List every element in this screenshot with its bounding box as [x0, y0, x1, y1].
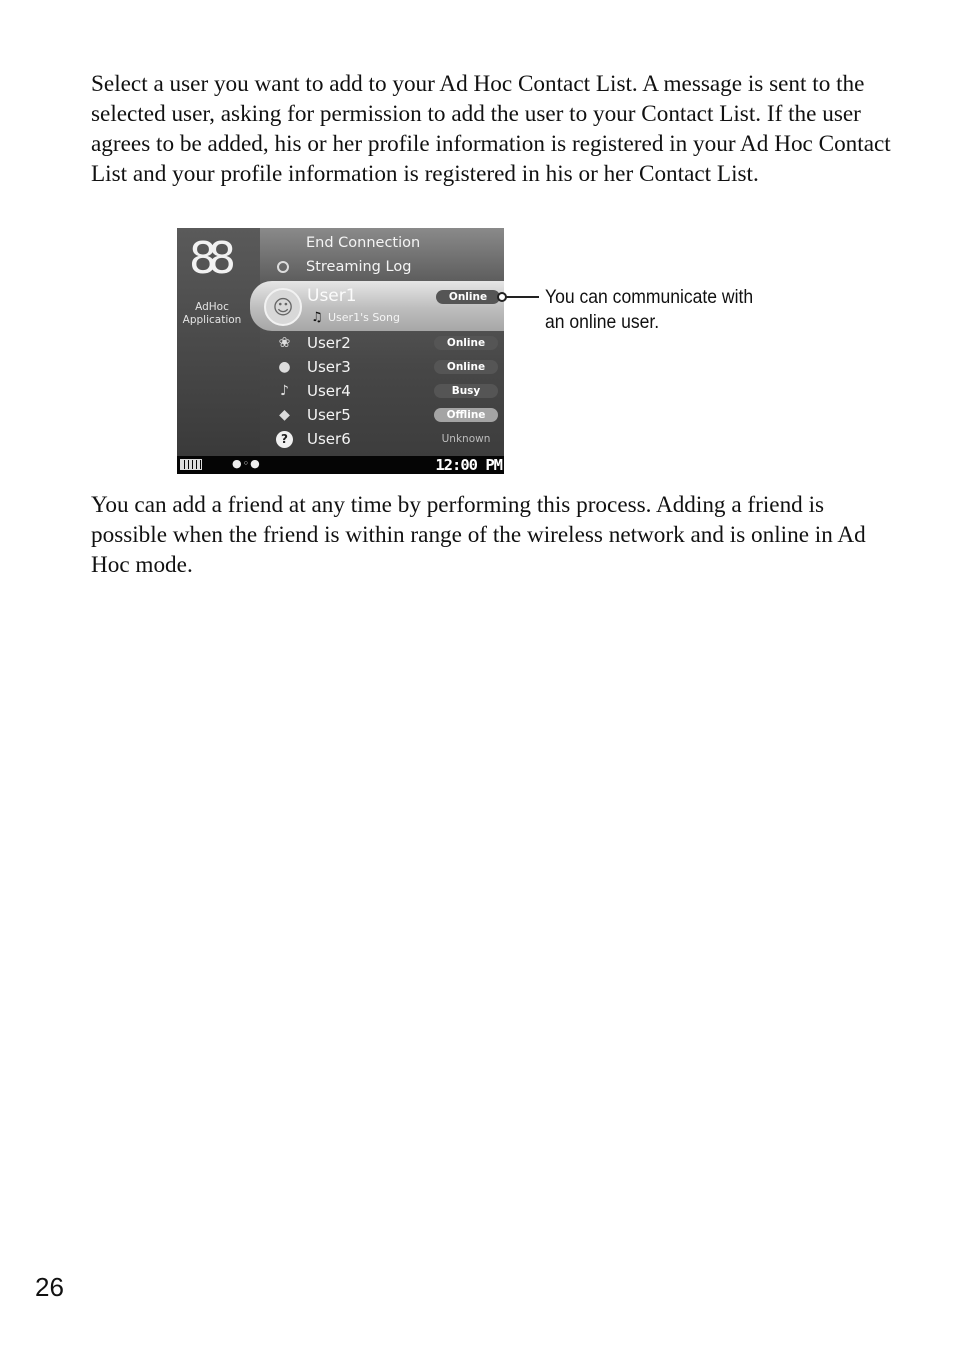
adhoc-contact-list-screen: [177, 228, 504, 474]
user-row-user2[interactable]: [260, 332, 504, 354]
user-row-user5[interactable]: [260, 404, 504, 426]
music-note-icon: ♫: [311, 310, 323, 325]
dolphin-icon: ◆: [279, 407, 290, 423]
bird-icon: ●: [278, 359, 291, 375]
adhoc-app-icon: 88: [189, 233, 227, 284]
wireless-signal-icon: ●◦●: [232, 457, 261, 470]
status-badge: Busy: [434, 384, 498, 398]
clock: 12:00 PM: [435, 456, 502, 474]
status-badge: Online: [434, 336, 498, 350]
menu-item-streaming-log[interactable]: Streaming Log: [306, 259, 412, 275]
user-row-user4[interactable]: [260, 380, 504, 402]
user-name: User5: [307, 406, 351, 424]
menu-item-end-connection[interactable]: End Connection: [306, 235, 421, 251]
status-badge-user1: Online: [436, 290, 500, 304]
selected-user-name: User1: [307, 286, 357, 306]
question-icon: ?: [276, 431, 293, 448]
user-name: User2: [307, 334, 351, 352]
callout-text: You can communicate with an online user.: [545, 286, 754, 333]
contact-list: [260, 228, 504, 456]
rabbit-avatar-icon: ☺: [264, 288, 302, 326]
status-badge: Online: [434, 360, 498, 374]
app-side-panel: [177, 228, 260, 456]
selected-user-song: ♫ User1's Song: [311, 310, 400, 325]
user-row-user6[interactable]: [260, 428, 504, 450]
note-paragraph: You can add a friend at any time by performing this process. Adding a friend is possible when the friend is within range of the wireless network and is online in Ad Hoc mode.: [91, 492, 866, 578]
device-status-bar: [177, 456, 504, 474]
status-badge: Unknown: [441, 433, 491, 445]
app-label: AdHoc Application: [182, 301, 242, 326]
user-name: User6: [307, 430, 351, 448]
streaming-log-icon: [277, 261, 289, 273]
user-row-user3[interactable]: [260, 356, 504, 378]
cat-icon: ❀: [278, 335, 291, 351]
guitar-icon: ♪: [280, 383, 289, 399]
selected-user-row[interactable]: [250, 281, 504, 331]
page-number: 26: [35, 1272, 64, 1302]
callout-pointer: [497, 292, 507, 302]
intro-paragraph: Select a user you want to add to your Ad Hoc Contact List. A message is sent to the selected user, asking for permission to add the user to your Contact List. If the user agrees to be added, his or her profile information is registered in your Ad Hoc Contact List and your profile information is registered in his or her Contact List.: [91, 71, 891, 187]
status-badge: Offline: [434, 408, 498, 422]
battery-icon: [180, 459, 202, 470]
user-name: User4: [307, 382, 351, 400]
user-name: User3: [307, 358, 351, 376]
